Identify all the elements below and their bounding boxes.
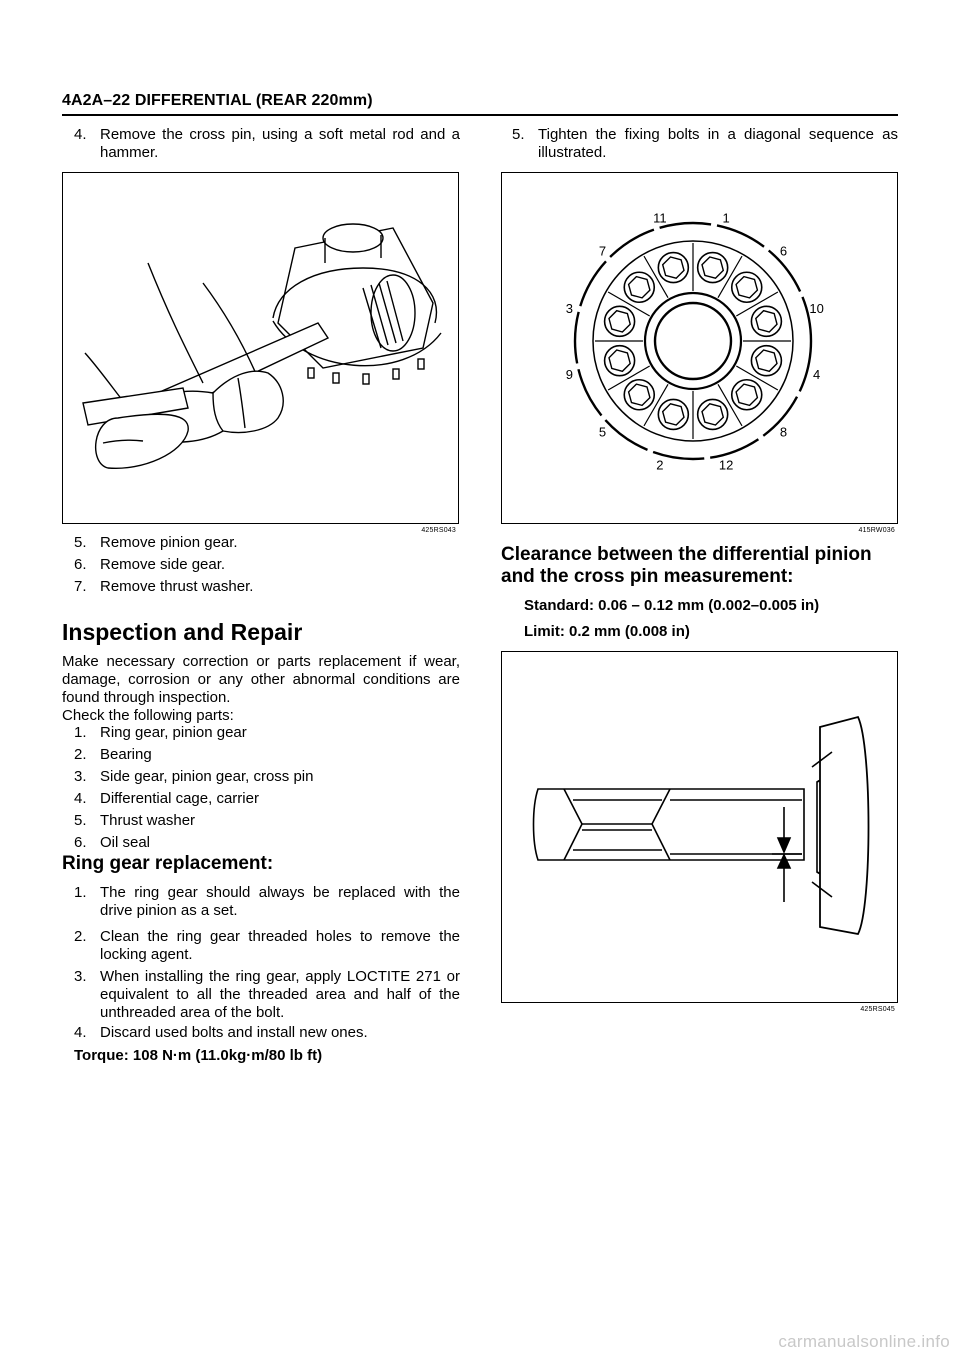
ring-step [74, 1024, 460, 1042]
header-rule [62, 114, 898, 116]
torque-spec: Torque: 108 N·m (11.0kg·m/80 lb ft) [74, 1047, 323, 1064]
bolt-sequence-label: 11 [653, 210, 667, 226]
step-number: 5. [512, 126, 525, 143]
step-number: 6. [74, 556, 87, 573]
standard-spec: Standard: 0.06 – 0.12 mm (0.002–0.005 in) [524, 597, 820, 614]
bolt-sequence-label: 1 [722, 210, 730, 226]
clearance-measurement-diagram [502, 652, 897, 1002]
step-number: 4. [74, 1024, 87, 1041]
step-text: Remove the cross pin, using a soft metal rod and a hammer. [100, 126, 460, 161]
part-text: Oil seal [100, 834, 151, 851]
step-text: Remove pinion gear. [100, 534, 238, 551]
step-number: 3. [74, 968, 87, 985]
watermark: carmanualsonline.info [778, 1332, 950, 1351]
step-text: Remove thrust washer. [100, 578, 254, 595]
part-number: 3. [74, 768, 87, 785]
ring-step [74, 968, 460, 1022]
step-text: Tighten the fixing bolts in a diagonal sequence as illustrated. [538, 126, 898, 161]
bolt-sequence-label: 10 [809, 300, 824, 316]
section-title-ring-gear: Ring gear replacement: [62, 853, 274, 874]
step-text: The ring gear should always be replaced with the drive pinion as a set. [100, 884, 460, 919]
figure-code: 415RW036 [858, 527, 895, 534]
step-remove-side-gear [74, 556, 460, 574]
part-item [74, 812, 460, 830]
part-number: 1. [74, 724, 87, 741]
section-title-clearance: Clearance between the differential pinion and the cross pin measurement: [501, 544, 872, 587]
part-item [74, 790, 460, 808]
step-remove-cross-pin [74, 126, 460, 162]
figure-clearance-measurement [501, 651, 898, 1013]
bolt-sequence-label: 7 [598, 243, 607, 259]
part-text: Bearing [100, 746, 152, 763]
bolt-sequence-label: 8 [779, 424, 788, 440]
cross-pin-removal-illustration [63, 173, 458, 523]
step-number: 4. [74, 126, 87, 143]
part-text: Differential cage, carrier [100, 790, 259, 807]
step-remove-pinion-gear [74, 534, 460, 552]
section-title-inspection: Inspection and Repair [62, 619, 303, 645]
part-text: Side gear, pinion gear, cross pin [100, 768, 314, 785]
figure-code: 425RS043 [421, 527, 456, 534]
bolt-sequence-label: 6 [779, 243, 788, 259]
bolt-sequence-label: 9 [565, 367, 573, 383]
part-item [74, 724, 460, 742]
inspection-paragraph: Make necessary correction or parts replacement if wear, damage, corrosion or any other abnormal conditions are found through inspection. [62, 653, 460, 706]
part-number: 4. [74, 790, 87, 807]
step-tighten-bolts [512, 126, 898, 162]
bolt-sequence-label: 12 [718, 457, 734, 473]
bolt-sequence-label: 4 [813, 367, 821, 383]
bolt-sequence-label: 2 [656, 457, 664, 473]
part-number: 5. [74, 812, 87, 829]
part-text: Thrust washer [100, 812, 196, 829]
step-text: Clean the ring gear threaded holes to remove the locking agent. [100, 928, 460, 963]
step-remove-thrust-washer [74, 578, 460, 596]
part-item [74, 768, 460, 786]
ring-step [74, 928, 460, 964]
step-number: 5. [74, 534, 87, 551]
limit-spec: Limit: 0.2 mm (0.008 in) [524, 623, 690, 640]
figure-bolt-sequence [501, 172, 898, 534]
check-parts-line: Check the following parts: [62, 707, 234, 724]
bolt-sequence-label: 5 [598, 424, 607, 440]
part-item [74, 834, 460, 852]
part-number: 2. [74, 746, 87, 763]
step-text: Remove side gear. [100, 556, 226, 573]
step-text: Discard used bolts and install new ones. [100, 1024, 368, 1041]
step-number: 2. [74, 928, 87, 945]
step-number: 7. [74, 578, 87, 595]
step-number: 1. [74, 884, 87, 901]
bolt-sequence-label: 3 [565, 300, 573, 316]
part-number: 6. [74, 834, 87, 851]
step-text: When installing the ring gear, apply LOCTITE 271 or equivalent to all the threaded area and half of the unthreaded area of the bolt. [100, 968, 460, 1021]
page-header: 4A2A–22 DIFFERENTIAL (REAR 220mm) [62, 92, 373, 109]
part-text: Ring gear, pinion gear [100, 724, 247, 741]
bolt-sequence-diagram [502, 173, 897, 523]
figure-cross-pin-removal [62, 172, 459, 534]
ring-step [74, 884, 460, 920]
figure-code: 425RS045 [860, 1006, 895, 1013]
part-item [74, 746, 460, 764]
